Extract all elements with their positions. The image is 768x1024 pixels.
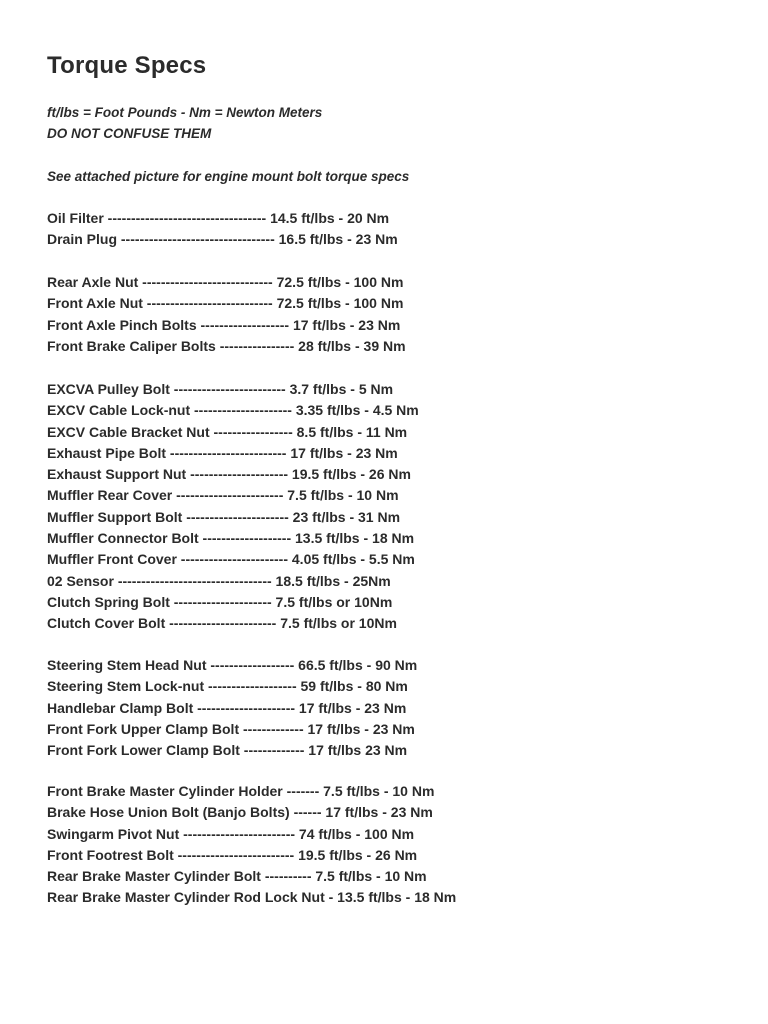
spec-line: Swingarm Pivot Nut ------------------------ 74 ft/lbs - 100 Nm [47,825,415,842]
spec-line: Brake Hose Union Bolt (Banjo Bolts) ------ 17 ft/lbs - 23 Nm [47,804,433,821]
spec-group-exhaust-clutch [47,379,419,635]
spec-line: EXCVA Pulley Bolt ------------------------ 3.7 ft/lbs - 5 Nm [47,381,394,397]
spec-group-oil [47,208,398,251]
spec-line: Clutch Spring Bolt --------------------- 7.5 ft/lbs or 10Nm [47,593,393,610]
spec-line: Drain Plug --------------------------------- 16.5 ft/lbs - 23 Nm [47,231,398,248]
page-title: Torque Specs [47,52,207,79]
spec-line: 02 Sensor --------------------------------- 18.5 ft/lbs - 25Nm [47,572,391,589]
engine-mount-note: See attached picture for engine mount bolt torque specs [47,169,410,184]
spec-line: Front Footrest Bolt ------------------------- 19.5 ft/lbs - 26 Nm [47,846,418,863]
spec-line: Rear Axle Nut ---------------------------- 72.5 ft/lbs - 100 Nm [47,274,404,290]
spec-line: Muffler Rear Cover ----------------------- 7.5 ft/lbs - 10 Nm [47,487,399,504]
spec-group-axle-brake [47,272,406,357]
spec-line: Oil Filter ---------------------------------- 14.5 ft/lbs - 20 Nm [47,210,390,226]
units-note: ft/lbs = Foot Pounds - Nm = Newton Meters [47,105,323,120]
spec-line: Front Axle Nut --------------------------- 72.5 ft/lbs - 100 Nm [47,295,404,312]
spec-line: Front Fork Lower Clamp Bolt ------------- 17 ft/lbs 23 Nm [47,742,408,759]
spec-line: Front Brake Caliper Bolts ---------------- 28 ft/lbs - 39 Nm [47,337,406,354]
spec-line: Exhaust Pipe Bolt ------------------------- 17 ft/lbs - 23 Nm [47,444,398,461]
warning-note: DO NOT CONFUSE THEM [47,126,212,141]
spec-line: Clutch Cover Bolt ----------------------- 7.5 ft/lbs or 10Nm [47,615,397,632]
spec-line: Muffler Support Bolt ---------------------- 23 ft/lbs - 31 Nm [47,508,401,525]
spec-line: Rear Brake Master Cylinder Rod Lock Nut - 13.5 ft/lbs - 18 Nm [47,889,457,906]
spec-line: EXCV Cable Lock-nut --------------------- 3.35 ft/lbs - 4.5 Nm [47,402,419,419]
spec-line: Handlebar Clamp Bolt --------------------- 17 ft/lbs - 23 Nm [47,699,407,716]
spec-group-steering-fork [47,655,417,761]
spec-line: Exhaust Support Nut --------------------- 19.5 ft/lbs - 26 Nm [47,466,411,483]
spec-line: Front Axle Pinch Bolts ------------------- 17 ft/lbs - 23 Nm [47,316,401,333]
spec-line: Steering Stem Lock-nut ------------------- 59 ft/lbs - 80 Nm [47,678,408,695]
spec-line: Muffler Connector Bolt ------------------- 13.5 ft/lbs - 18 Nm [47,530,415,547]
spec-group-brake-chassis [47,781,456,909]
spec-line: Front Fork Upper Clamp Bolt ------------- 17 ft/lbs - 23 Nm [47,720,415,737]
spec-line: Steering Stem Head Nut ------------------ 66.5 ft/lbs - 90 Nm [47,657,418,673]
spec-line: Muffler Front Cover ----------------------- 4.05 ft/lbs - 5.5 Nm [47,551,415,568]
spec-line: EXCV Cable Bracket Nut ----------------- 8.5 ft/lbs - 11 Nm [47,423,408,440]
spec-line: Front Brake Master Cylinder Holder ------- 7.5 ft/lbs - 10 Nm [47,783,435,799]
spec-line: Rear Brake Master Cylinder Bolt ---------- 7.5 ft/lbs - 10 Nm [47,868,427,885]
